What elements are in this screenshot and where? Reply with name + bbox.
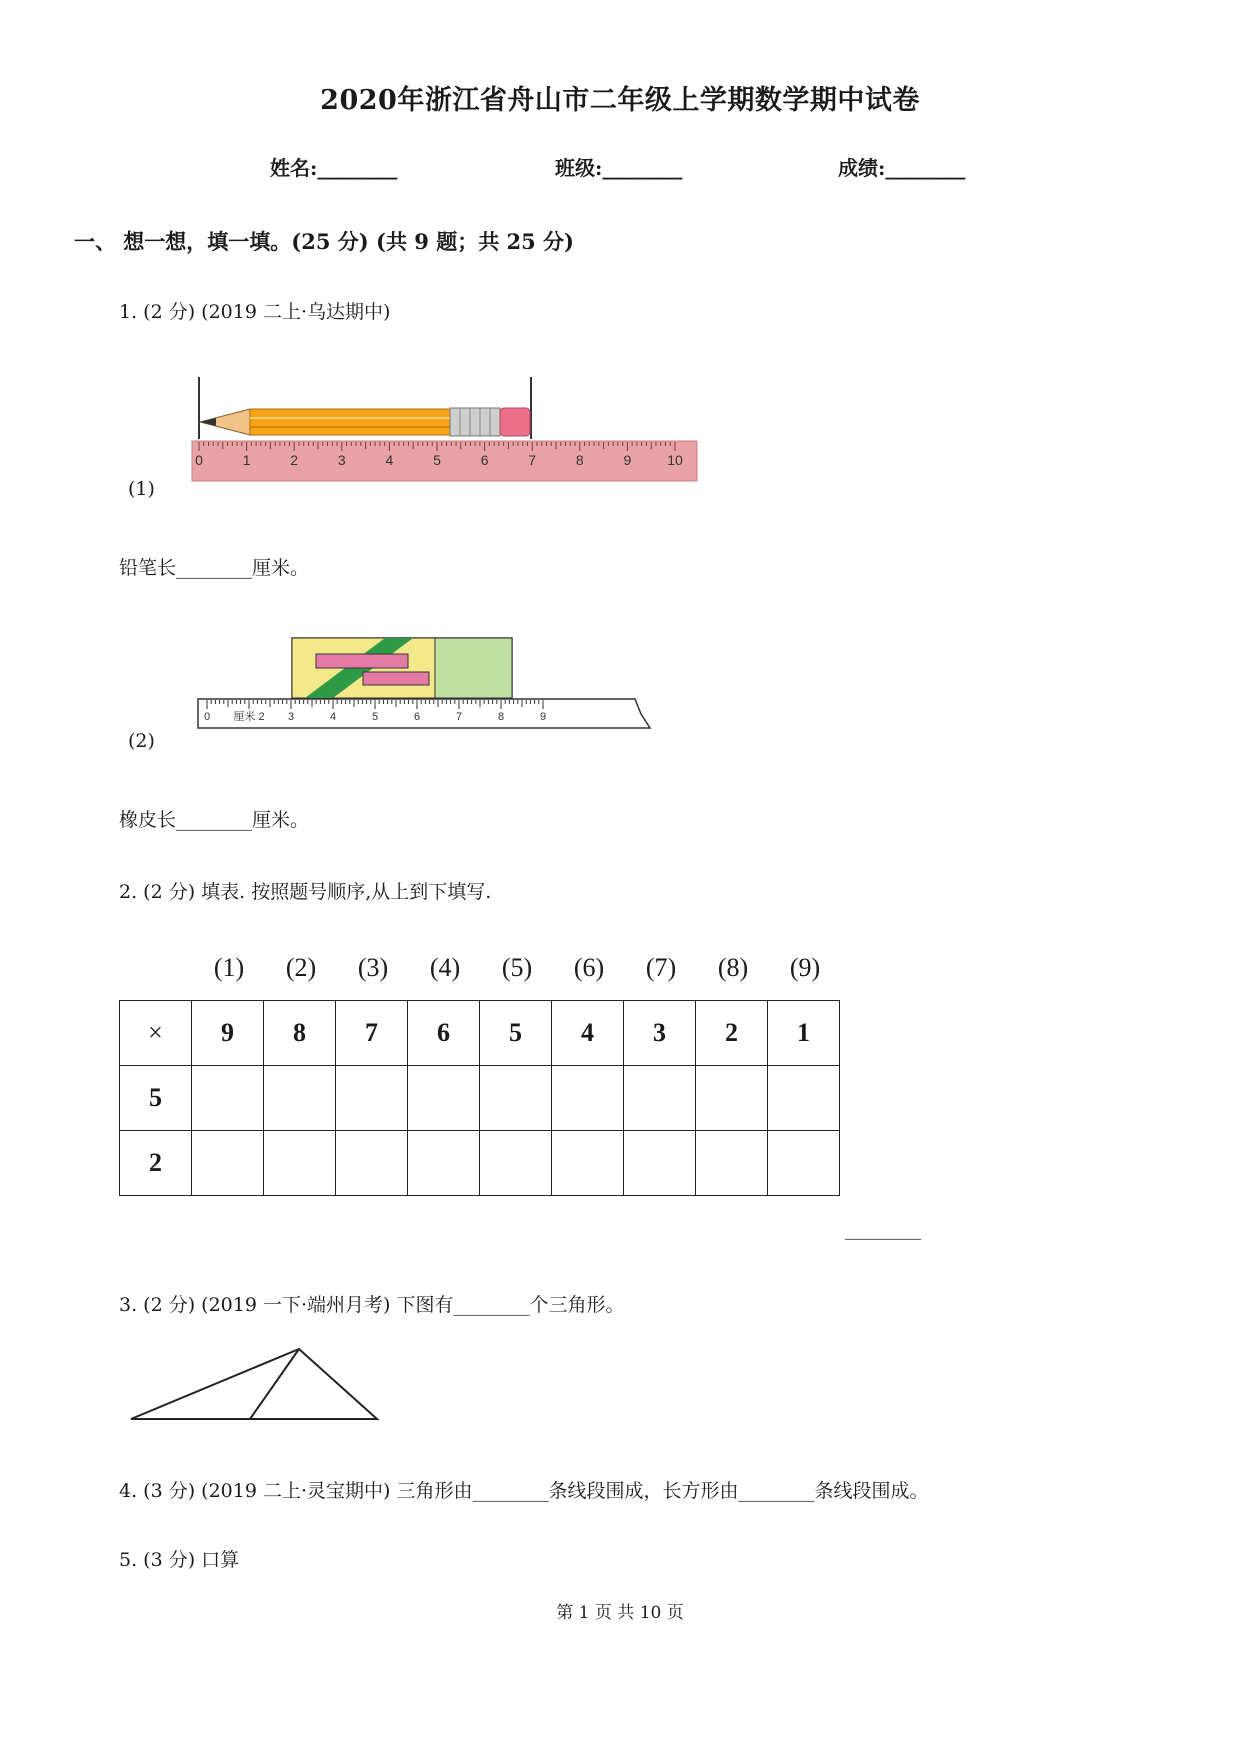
answer-cell[interactable] [336, 1131, 408, 1196]
table-cell: 2 [120, 1131, 192, 1196]
ruler-tick-label: 6 [413, 711, 421, 723]
answer-cell[interactable] [264, 1066, 336, 1131]
ruler-tick-label: 2 [290, 452, 299, 468]
table-cell: 8 [264, 1001, 336, 1066]
pencil-lead [200, 418, 216, 426]
q1-sub1-text: 铅笔长________厘米。 [119, 557, 310, 579]
col-label-6: (6) [573, 953, 605, 982]
multiplication-table [119, 1000, 840, 1196]
ruler-tick-label: 9 [539, 711, 547, 723]
ruler-tick-label: 1 [242, 452, 251, 468]
ruler-tick-label: 6 [480, 452, 489, 468]
q2-answer-blank[interactable]: ________ [845, 1218, 921, 1240]
col-label-5: (5) [501, 953, 533, 982]
col-label-4: (4) [429, 953, 461, 982]
answer-cell[interactable] [480, 1066, 552, 1131]
table-cell: 4 [552, 1001, 624, 1066]
ruler-tick-label: 7 [528, 452, 537, 468]
eraser-ruler-figure [195, 636, 660, 736]
answer-cell[interactable] [336, 1066, 408, 1131]
col-label-7: (7) [645, 953, 677, 982]
answer-cell[interactable] [480, 1131, 552, 1196]
ruler-tick-label: 3 [337, 452, 346, 468]
section-1-heading: 一、 想一想，填一填。(25 分) (共 9 题；共 25 分) [74, 229, 574, 254]
col-label-9: (9) [789, 953, 821, 982]
table-cell: × [120, 1001, 192, 1066]
ruler-tick-label: 4 [385, 452, 394, 468]
col-label-8: (8) [717, 953, 749, 982]
eraser-label-bar-2 [363, 672, 429, 685]
ruler-tick-label: 7 [455, 711, 463, 723]
ruler-tick-label: 厘米 2 [233, 711, 265, 723]
answer-cell[interactable] [768, 1131, 840, 1196]
ruler-tick-label: 9 [623, 452, 632, 468]
ruler [192, 441, 697, 481]
ruler-tick-label: 0 [203, 711, 211, 723]
triangle-figure [125, 1345, 390, 1425]
table-cell: 9 [192, 1001, 264, 1066]
q1-sub2-label: (2) [128, 730, 155, 752]
table-cell: 6 [408, 1001, 480, 1066]
pencil-eraser [500, 408, 530, 436]
question-5-header: 5. (3 分) 口算 [119, 1549, 240, 1571]
answer-cell[interactable] [408, 1131, 480, 1196]
question-2-header: 2. (2 分) 填表. 按照题号顺序,从上到下填写. [119, 881, 492, 903]
col-label-2: (2) [285, 953, 317, 982]
name-field: 姓名:________ [270, 156, 398, 180]
answer-cell[interactable] [192, 1066, 264, 1131]
question-4-header: 4. (3 分) (2019 二上·灵宝期中) 三角形由________条线段围成，长方形由________条线段围成。 [119, 1480, 929, 1502]
answer-cell[interactable] [192, 1131, 264, 1196]
table-cell: 5 [480, 1001, 552, 1066]
answer-cell[interactable] [696, 1066, 768, 1131]
answer-cell[interactable] [696, 1131, 768, 1196]
table-row [120, 1001, 840, 1066]
answer-cell[interactable] [552, 1066, 624, 1131]
ruler-tick-label: 10 [667, 452, 683, 468]
ruler-tick-label: 3 [287, 711, 295, 723]
table-cell: 7 [336, 1001, 408, 1066]
table-cell: 1 [768, 1001, 840, 1066]
table-cell: 2 [696, 1001, 768, 1066]
answer-cell[interactable] [408, 1066, 480, 1131]
answer-cell[interactable] [552, 1131, 624, 1196]
q1-sub1-label: (1) [128, 478, 155, 500]
table-row [120, 1066, 840, 1131]
ruler-tick-label: 0 [195, 452, 203, 468]
outer-triangle [131, 1349, 377, 1419]
table-cell: 5 [120, 1066, 192, 1131]
eraser-label-bar-1 [316, 654, 408, 668]
question-3-header: 3. (2 分) (2019 一下·端州月考) 下图有________个三角形。 [119, 1294, 625, 1316]
eraser-end [435, 638, 512, 698]
q1-sub2-text: 橡皮长________厘米。 [119, 809, 310, 831]
col-label-1: (1) [213, 953, 245, 982]
class-field: 班级:________ [555, 156, 683, 180]
pencil-body [250, 409, 450, 435]
table-cell: 3 [624, 1001, 696, 1066]
score-field: 成绩:________ [838, 156, 966, 180]
question-1-header: 1. (2 分) (2019 二上·乌达期中) [119, 301, 391, 323]
page-footer: 第 1 页 共 10 页 [556, 1603, 684, 1623]
ruler-tick-label: 5 [433, 452, 441, 468]
col-label-3: (3) [357, 953, 389, 982]
page-title: 2020年浙江省舟山市二年级上学期数学期中试卷 [320, 85, 920, 116]
ruler-tick-label: 8 [497, 711, 505, 723]
table-row [120, 1131, 840, 1196]
ruler-tick-label: 5 [371, 711, 379, 723]
pencil-ruler-figure [190, 373, 705, 485]
pencil-ferrule [450, 408, 500, 436]
ruler-tick-label: 8 [575, 452, 584, 468]
answer-cell[interactable] [768, 1066, 840, 1131]
answer-cell[interactable] [264, 1131, 336, 1196]
ruler-tick-label: 4 [329, 711, 337, 723]
answer-cell[interactable] [624, 1066, 696, 1131]
answer-cell[interactable] [624, 1131, 696, 1196]
